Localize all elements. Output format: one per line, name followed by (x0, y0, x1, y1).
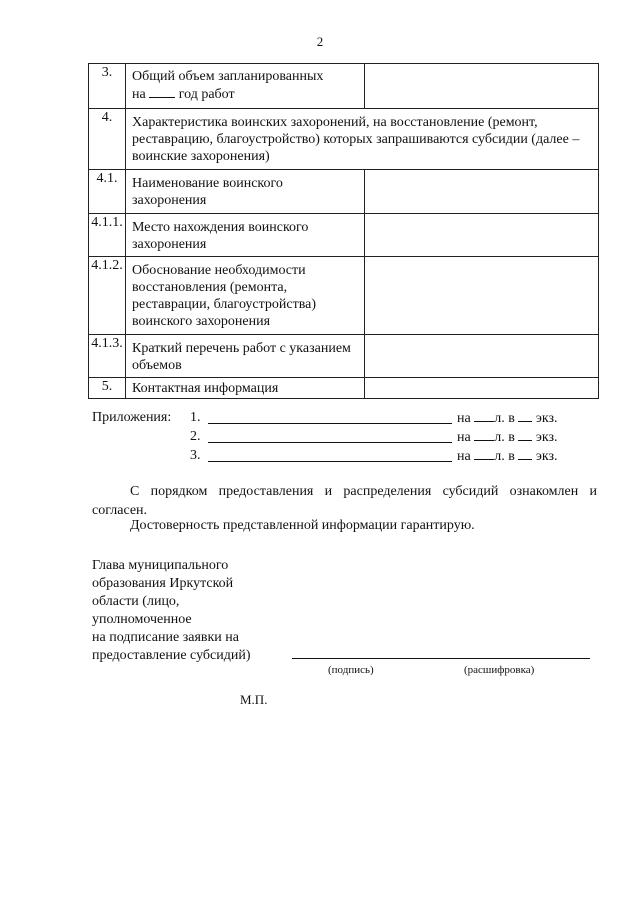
table-row (89, 170, 599, 214)
lv-text: л. в (494, 411, 515, 426)
application-table (88, 63, 599, 399)
table-row (89, 64, 599, 109)
attachment-row (92, 447, 602, 466)
row-label-prefix: на (132, 87, 146, 102)
signatory-line: Глава муниципального (92, 558, 229, 573)
attachment-pages (457, 409, 557, 427)
page-number: 2 (316, 34, 324, 49)
signatory-line: уполномоченное (92, 612, 192, 627)
attachments-heading: Приложения: (92, 410, 172, 425)
row-number: 5. (89, 378, 126, 399)
row-label: Контактная информация (126, 378, 365, 399)
row-value-cell[interactable] (365, 64, 599, 109)
row-value-cell[interactable] (365, 214, 599, 257)
signatory-line: на подписание заявки на (92, 630, 239, 645)
ekz-text: экз. (535, 430, 558, 445)
row-label: Характеристика воинских захоронений, на восстановление (ремонт, реставрацию, благоустройство) которых запрашиваются субсидии (далее – воинские захоронения) (126, 109, 599, 170)
row-number: 4.1. (89, 170, 126, 214)
row-value-cell[interactable] (365, 335, 599, 378)
row-label-line-1: Общий объем запланированных (132, 69, 324, 84)
attachment-name-blank[interactable] (208, 442, 452, 443)
attachment-number: 1. (190, 410, 201, 425)
na-text: на (457, 449, 471, 464)
row-label (126, 64, 365, 109)
attachment-row (92, 409, 602, 428)
ekz-text: экз. (535, 449, 558, 464)
attachment-name-blank[interactable] (208, 423, 452, 424)
table-row (89, 335, 599, 378)
copies-count-blank[interactable] (518, 428, 532, 441)
attachments-list (92, 409, 602, 466)
row-label: Место нахождения воинского захоронения (126, 214, 365, 257)
lv-text: л. в (494, 449, 515, 464)
row-number: 4.1.2. (89, 257, 126, 335)
row-number: 4.1.1. (89, 214, 126, 257)
attachment-number: 3. (190, 448, 201, 463)
copies-count-blank[interactable] (518, 409, 532, 422)
row-number: 4. (89, 109, 126, 170)
ekz-text: экз. (535, 411, 558, 426)
row-label: Краткий перечень работ с указанием объемов (126, 335, 365, 378)
attachment-number: 2. (190, 429, 201, 444)
lv-text: л. в (494, 430, 515, 445)
signatory-line: образования Иркутской (92, 576, 234, 591)
signatory-line: области (лицо, (92, 594, 180, 609)
attachment-pages (457, 447, 557, 465)
signatory-title (92, 557, 292, 665)
table-row (89, 257, 599, 335)
row-value-cell[interactable] (365, 378, 599, 399)
row-value-cell[interactable] (365, 257, 599, 335)
consent-paragraph: С порядком предоставления и распределения субсидий ознакомлен и согласен. (92, 484, 597, 518)
row-label: Обоснование необходимости восстановления (ремонта, реставрации, благоустройства) воинского захоронения (126, 257, 365, 335)
stamp-place-label: М.П. (240, 692, 268, 707)
guarantee-paragraph: Достоверность представленной информации гарантирую. (130, 518, 475, 533)
table-row (89, 378, 599, 399)
attachment-pages (457, 428, 557, 446)
copies-count-blank[interactable] (518, 447, 532, 460)
row-value-cell[interactable] (365, 170, 599, 214)
sheets-count-blank[interactable] (474, 409, 494, 422)
signature-line[interactable] (292, 658, 590, 659)
sheets-count-blank[interactable] (474, 447, 494, 460)
table-row (89, 109, 599, 170)
signature-caption: (подпись) (328, 664, 374, 676)
signatory-line: предоставление субсидий) (92, 648, 251, 663)
row-label-suffix: год работ (178, 87, 235, 102)
attachment-row (92, 428, 602, 447)
year-blank[interactable] (149, 85, 175, 98)
table-row (89, 214, 599, 257)
row-number: 3. (89, 64, 126, 109)
na-text: на (457, 411, 471, 426)
sheets-count-blank[interactable] (474, 428, 494, 441)
na-text: на (457, 430, 471, 445)
row-label: Наименование воинского захоронения (126, 170, 365, 214)
row-number: 4.1.3. (89, 335, 126, 378)
attachment-name-blank[interactable] (208, 461, 452, 462)
decoding-caption: (расшифровка) (464, 664, 535, 676)
